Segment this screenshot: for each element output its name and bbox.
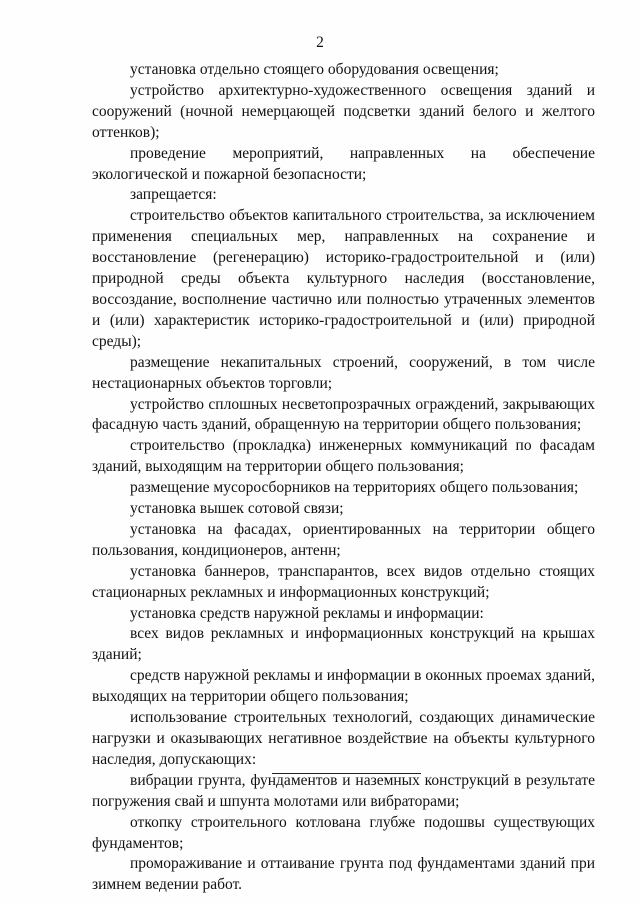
paragraph: установка средств наружной рекламы и информации: [130, 604, 484, 622]
paragraph: запрещается: [130, 186, 217, 204]
paragraph: всех видов рекламных и информационных конструкций на крышах зданий; [92, 625, 595, 664]
paragraph: устройство архитектурно-художественного освещения зданий и сооружений (ночной немерцающей подсветки зданий белого и желтого оттенков); [92, 81, 595, 141]
paragraph: установка баннеров, транспарантов, всех видов отдельно стоящих стационарных рекламных и информационных конструкций; [92, 562, 595, 601]
paragraph: строительство объектов капитального строительства, за исключением применения специальных мер, направленных на сохранение и восстановление (регенерацию) историко-градостроительной и (или) природной среды объекта культурного наследия (восстановление, воссоздание, восполнение частично или полностью утраченных элементов и (или) характеристик историко-градостроительной и (или) природной среды); [92, 207, 595, 350]
page-number: 2 [316, 34, 324, 51]
paragraph: установка на фасадах, ориентированных на территории общего пользования, кондиционеров, антенн; [92, 520, 595, 559]
document-body [92, 60, 595, 896]
paragraph: промораживание и оттаивание грунта под фундаментами зданий при зимнем ведении работ. [92, 855, 595, 894]
paragraph: установка отдельно стоящего оборудования освещения; [130, 61, 499, 78]
paragraph: использование строительных технологий, создающих динамические нагрузки и оказывающих негативное воздействие на объекты культурного наследия, допускающих: [92, 709, 595, 768]
paragraph: устройство сплошных несветопрозрачных ограждений, закрывающих фасадную часть зданий, обращенную на территории общего пользования; [92, 395, 595, 434]
paragraph: размещение мусоросборников на территориях общего пользования; [130, 479, 579, 497]
closing-divider-line [272, 773, 421, 774]
paragraph: проведение мероприятий, направленных на обеспечение экологической и пожарной безопасности; [92, 144, 595, 183]
paragraph: средств наружной рекламы и информации в оконных проемах зданий, выходящих на территории общего пользования; [92, 667, 595, 706]
paragraph: размещение некапитальных строений, сооружений, в том числе нестационарных объектов торговли; [92, 353, 595, 392]
paragraph: вибрации грунта, фундаментов и наземных конструкций в результате погружения свай и шпунта молотами или вибраторами; [92, 771, 595, 810]
paragraph: строительство (прокладка) инженерных коммуникаций по фасадам зданий, выходящим на территории общего пользования; [92, 437, 595, 476]
paragraph: установка вышек сотовой связи; [130, 500, 344, 518]
paragraph: откопку строительного котлована глубже подошвы существующих фундаментов; [92, 813, 595, 852]
